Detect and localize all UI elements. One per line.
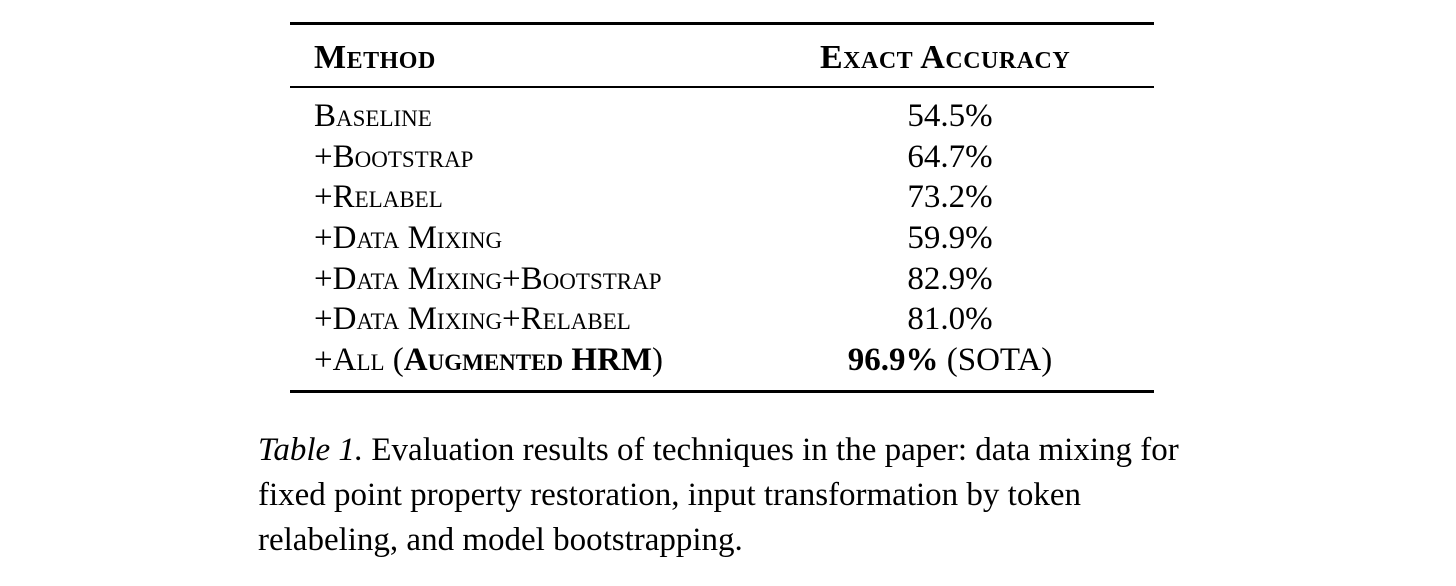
method-prefix: +All (: [314, 342, 404, 379]
table-header-row: [290, 36, 1154, 80]
table-top-rule: [290, 22, 1154, 25]
method-cell: Baseline: [314, 98, 432, 134]
table-caption: [258, 428, 1218, 563]
method-cell: +Data Mixing+Bootstrap: [314, 260, 662, 297]
accuracy-cell: 54.5%: [907, 98, 993, 134]
caption-text: Evaluation results of techniques in the paper: data mixing for fixed point property restoration, input transformation by token relabeling, and model bootstrapping.: [258, 432, 1179, 558]
accuracy-cell: 81.0%: [907, 301, 993, 338]
accuracy-suffix: (SOTA): [938, 342, 1053, 379]
caption-label: Table 1.: [258, 432, 364, 468]
table-row: [290, 177, 1154, 218]
method-suffix: ): [651, 342, 663, 379]
method-cell: +Bootstrap: [314, 138, 474, 175]
table-header-rule: [290, 86, 1154, 88]
table-row: [290, 259, 1154, 300]
header-exact-accuracy: Exact Accuracy: [820, 39, 1071, 76]
header-method: Method: [314, 39, 436, 76]
accuracy-cell: 59.9%: [907, 220, 993, 257]
accuracy-cell: 73.2%: [907, 179, 993, 216]
accuracy-cell: 64.7%: [907, 138, 993, 175]
method-cell-final: [314, 340, 663, 380]
table-body: [290, 96, 1154, 381]
table-row: [290, 218, 1154, 259]
table-row: [290, 299, 1154, 340]
method-cell: +Relabel: [314, 179, 443, 216]
method-bold-name: Augmented HRM: [403, 342, 652, 379]
table-row-final: [290, 340, 1154, 381]
accuracy-cell-final: [800, 340, 1100, 380]
table-row: [290, 137, 1154, 178]
table-row: [290, 96, 1154, 137]
method-cell: +Data Mixing+Relabel: [314, 301, 631, 338]
accuracy-bold-value: 96.9%: [847, 342, 939, 379]
table-bottom-rule: [290, 390, 1154, 393]
method-cell: +Data Mixing: [314, 220, 503, 257]
accuracy-cell: 82.9%: [907, 260, 993, 297]
